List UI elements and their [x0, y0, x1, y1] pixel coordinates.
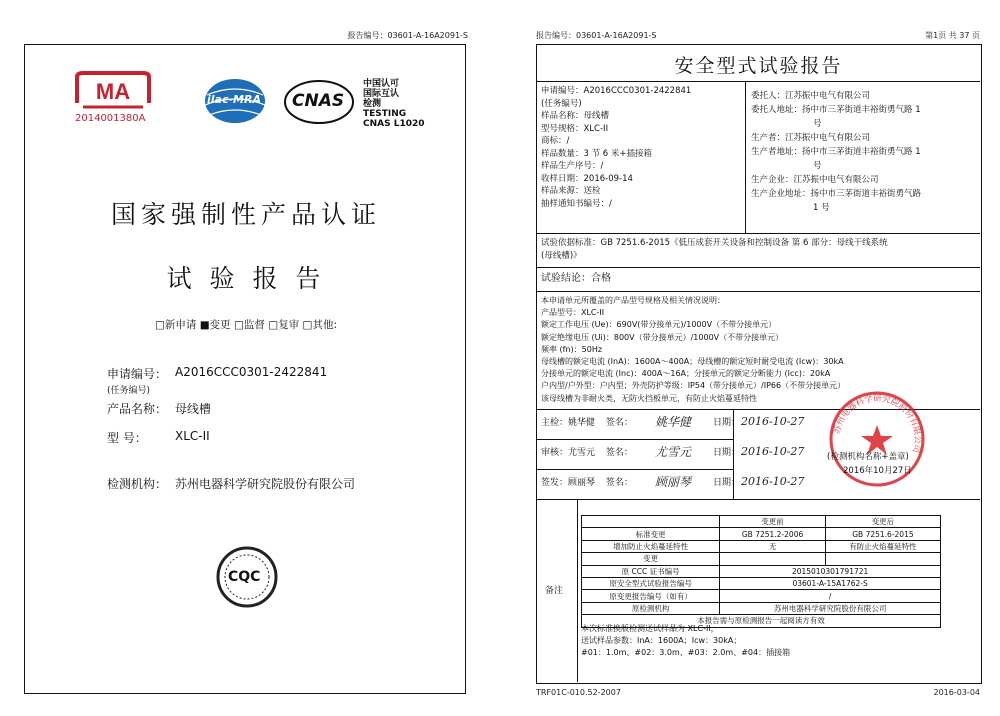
table-row: [582, 540, 941, 552]
info-line: 生产者：江苏振中电气有限公司: [751, 133, 871, 143]
table-cell: 变更: [582, 553, 720, 565]
inspector-date: 2016-10-27: [741, 415, 805, 428]
model-value: XLC-II: [175, 429, 210, 443]
cnas-line: TESTING: [363, 109, 407, 119]
page-info: 第1页 共 37 页: [925, 31, 980, 40]
inspector-signature: 姚华健: [655, 415, 692, 429]
person-name: 姚华健: [568, 418, 596, 428]
cma-logo: [73, 67, 153, 127]
reviewer-date: 2016-10-27: [741, 445, 805, 458]
basis-line: (母线槽)》: [541, 250, 582, 261]
cnas-text: CNAS: [292, 91, 345, 111]
note-line: #01：1.0m、#02：3.0m、#03：2.0m、#04：插接箱: [581, 648, 791, 657]
table-cell: GB 7251.2-2006: [720, 528, 826, 540]
table-cell: 标准变更: [582, 528, 720, 540]
cover-subtitle: 试 验 报 告: [166, 264, 326, 293]
table-cell: 原安全型式试验报告编号: [582, 577, 720, 589]
ilac-text: ilac-MRA: [207, 93, 261, 106]
sample-info: [541, 85, 691, 210]
scope-line: 分接单元的额定电流 (Inc)：400A～16A；分接单元的额定分断能力 (Icc)：20kA: [541, 369, 831, 379]
table-cell: 2015010301791721: [720, 565, 941, 577]
inspector-row: [541, 417, 633, 430]
application-no-label: 申请编号：: [107, 367, 168, 381]
model-label: 型 号：: [107, 431, 147, 445]
info-line: 样品生产序号：/: [541, 161, 604, 171]
table-cell: [825, 553, 940, 565]
cnas-line: CNAS L1020: [363, 119, 425, 129]
info-line: 抽样通知书编号：/: [541, 198, 612, 209]
role-label: 主检：: [541, 418, 569, 428]
lab-value: 苏州电器科学研究院股份有限公司: [175, 477, 356, 491]
info-line: 委托人：江苏振中电气有限公司: [751, 91, 871, 101]
sign-label: 签名：: [605, 478, 633, 488]
form-date: 2016-03-04: [933, 688, 980, 697]
sign-label: 签名：: [605, 448, 633, 458]
table-row: [582, 590, 941, 602]
table-cell: 有防止火焰蔓延特性: [825, 540, 940, 552]
stamp-ring-text: 苏州电器科学研究院股份有限公司: [832, 393, 923, 454]
table-cell: [582, 516, 720, 528]
date-label: 日期：: [713, 418, 741, 428]
info-line: 收样日期：2016-09-14: [541, 173, 633, 184]
date-label: 日期：: [713, 448, 741, 458]
info-line: (任务编号): [541, 98, 582, 109]
role-label: 审核：: [541, 448, 569, 458]
note-line: 送试样品参数：InA：1600A；Icw：30kA；: [581, 636, 742, 645]
person-name: 顾丽琴: [568, 478, 596, 488]
table-cell: 变更后: [825, 516, 940, 528]
info-line: 号: [813, 161, 822, 171]
scope-line: 产品型号：XLC-II: [541, 308, 605, 318]
table-cell: 苏州电器科学研究院股份有限公司: [720, 602, 941, 614]
info-line: 商标：/: [541, 136, 570, 146]
table-cell: 本报告需与原检测报告一起阅读方有效: [582, 615, 941, 627]
scope-line: 本申请单元所覆盖的产品型号规格及相关情况说明：: [541, 296, 725, 305]
lab-label: 检测机构：: [107, 477, 168, 491]
report-number: 报告编号：03601-A-16A2091-S: [347, 31, 468, 40]
cnas-line: 中国认可: [363, 79, 400, 89]
date-label: 日期：: [713, 478, 741, 488]
table-cell: GB 7251.6-2015: [825, 528, 940, 540]
table-cell: 03601-A-15A1762-S: [720, 577, 941, 589]
cnas-logo: [283, 79, 355, 125]
table-cell: 原 CCC 证书编号: [582, 565, 720, 577]
info-line: 1 号: [813, 203, 830, 213]
scope-line: 母线槽的额定电流 (InA)：1600A～400A；母线槽的额定短时耐受电流 (Icw)：30kA: [541, 357, 844, 367]
table-cell: 原变更报告编号（如有）: [582, 590, 720, 602]
table-row: [582, 528, 941, 540]
ilac-logo: [203, 77, 267, 127]
task-no-note: (任务编号): [107, 386, 151, 396]
cover-page: [10, 18, 480, 702]
table-row: [582, 602, 941, 614]
cma-code: 2014001380A: [75, 113, 146, 124]
info-line: 样品数量：3 节 6 米+插接箱: [541, 148, 653, 159]
role-label: 签发：: [541, 478, 569, 488]
scope-description: [541, 295, 845, 405]
table-row: [582, 553, 941, 565]
note-line: 本次标准换版检测送试样品为 XLC-II，: [581, 624, 719, 633]
remarks-label: 备注: [545, 586, 564, 596]
stamp-date: 2016年10月27日: [843, 466, 912, 476]
table-cell: 变更前: [720, 516, 826, 528]
info-line: 申请编号：A2016CCC0301-2422841: [541, 86, 692, 96]
report-table: [536, 44, 982, 684]
table-cell: 无: [720, 540, 826, 552]
report-page: [520, 18, 992, 702]
info-line: 生产者地址：扬中市三茅街道丰裕街勇气路 1: [751, 147, 921, 157]
test-conclusion: 试验结论：合格: [541, 273, 611, 284]
change-table: [581, 515, 941, 628]
report-number: 报告编号：03601-A-16A2091-S: [536, 31, 657, 40]
ccc-logo: [215, 545, 279, 609]
test-basis: [541, 237, 888, 262]
scope-line: 户内型/户外型：户内型；外壳防护等级：IP54（带分接单元）/IP66（不带分接单元）: [541, 381, 846, 391]
client-info: [751, 89, 921, 215]
application-type-options: □新申请 ■变更 □监督 □复审 □其他:: [155, 319, 337, 331]
table-cell: 原检测机构: [582, 602, 720, 614]
table-row: [582, 577, 941, 589]
report-title: 安全型式试验报告: [674, 55, 843, 77]
scope-line: 频率 (fn)：50Hz: [541, 344, 603, 354]
table-cell: [720, 553, 826, 565]
cover-title: 国家强制性产品认证: [110, 200, 381, 229]
cover-frame: [24, 44, 466, 694]
reviewer-signature: 尤雪元: [655, 445, 692, 459]
issuer-date: 2016-10-27: [741, 475, 805, 488]
form-code: TRF01C-010.52-2007: [536, 688, 621, 697]
table-cell: /: [720, 590, 941, 602]
product-name-label: 产品名称：: [107, 402, 168, 416]
issuer-row: [541, 477, 633, 490]
info-line: 生产企业：江苏振中电气有限公司: [751, 175, 879, 185]
scope-line: 额定工作电压 (Ue)：690V(带分接单元)/1000V（不带分接单元）: [541, 320, 777, 330]
cma-mark-icon: [73, 67, 153, 111]
cnas-line: 检测: [363, 99, 382, 109]
cnas-line: 国际互认: [363, 89, 400, 99]
info-line: 样品来源：送检: [541, 186, 601, 196]
issuer-signature: 顾丽琴: [655, 475, 692, 489]
sign-label: 签名：: [605, 418, 633, 428]
product-name-value: 母线槽: [175, 402, 212, 416]
basis-line: 试验依据标准：GB 7251.6-2015《低压成套开关设备和控制设备 第 6 部分：母线干线系统: [541, 238, 888, 248]
table-row: [582, 516, 941, 528]
reviewer-row: [541, 447, 633, 460]
svg-text:MA: MA: [95, 79, 131, 104]
application-no-value: A2016CCC0301-2422841: [175, 365, 328, 379]
cnas-accreditation: [363, 79, 425, 129]
info-line: 生产企业地址：扬中市三茅街道丰裕街勇气路: [751, 189, 922, 199]
stamp-caption: (检测机构名称+盖章): [827, 452, 909, 462]
info-line: 样品名称：母线槽: [541, 111, 610, 121]
scope-line: 额定绝缘电压 (Ui)：800V（带分接单元）/1000V（不带分接单元）: [541, 332, 784, 342]
remarks-notes: [581, 623, 790, 659]
info-line: 型号规格：XLC-II: [541, 123, 609, 134]
ccc-text: CQC: [228, 569, 261, 585]
table-cell: 增加防止火焰蔓延特性: [582, 540, 720, 552]
scope-line: 该母线槽为非耐火类，无防火挡板单元，有防止火焰蔓延特性: [541, 393, 757, 403]
person-name: 尤雪元: [568, 448, 596, 458]
info-line: 委托人地址：扬中市三茅街道丰裕街勇气路 1: [751, 105, 921, 115]
info-line: 号: [813, 119, 822, 129]
table-row: [582, 565, 941, 577]
